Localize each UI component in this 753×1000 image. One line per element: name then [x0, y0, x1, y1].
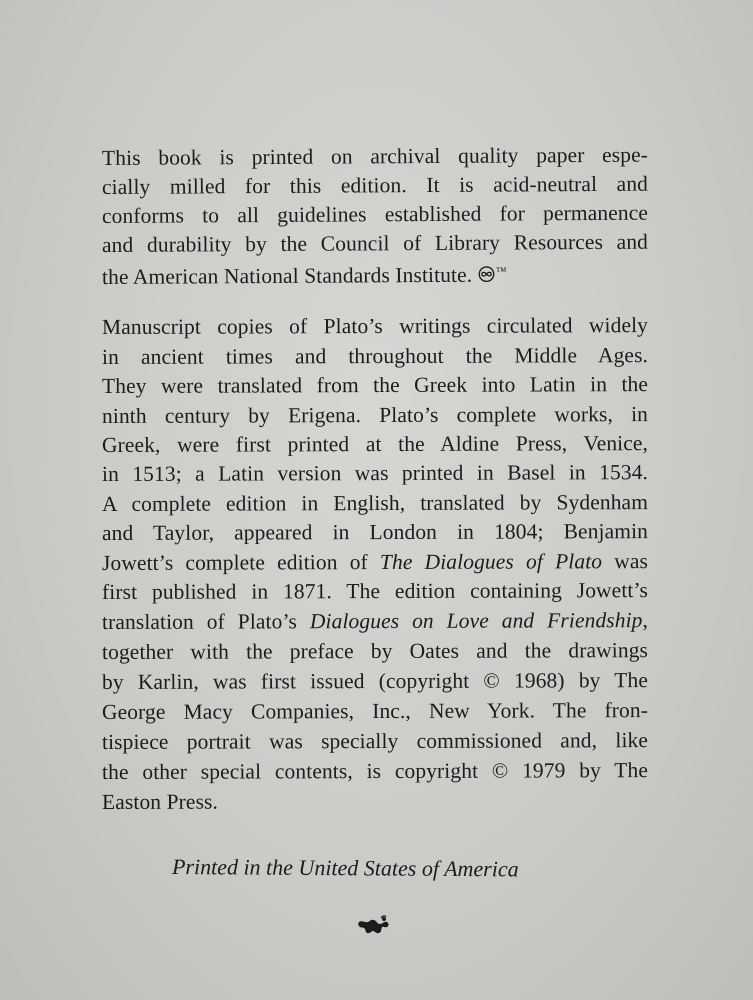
- infinity-circle-icon: [478, 266, 495, 283]
- text-line: first published in 1871. The edition containing Jowett’s: [101, 578, 649, 604]
- text-line: Greek, were first printed at the Aldine Press, Venice,: [101, 431, 649, 457]
- text-line: in ancient times and throughout the Middle Ages.: [101, 343, 649, 369]
- text-line: ninth century by Erigena. Plato’s complete works, in: [101, 402, 649, 428]
- text-segment: ,: [642, 608, 649, 633]
- text-line: Manuscript copies of Plato’s writings circulated widely: [101, 313, 649, 339]
- trademark-symbol: ™: [495, 265, 507, 278]
- text-line: [102, 256, 648, 292]
- text-line: They were translated from the Greek into Latin in the: [101, 372, 649, 398]
- text-line: A complete edition in English, translated by Sydenham: [101, 490, 649, 516]
- text-line: by Karlin, was first issued (copyright © 1968) by The: [101, 668, 649, 694]
- printed-in-imprint: Printed in the United States of America: [171, 854, 519, 882]
- text-line: and durability by the Council of Library Resources and: [101, 229, 649, 257]
- colophon-ornament-icon: [357, 914, 391, 936]
- text-line: in 1513; a Latin version was printed in Basel in 1534.: [101, 460, 649, 486]
- text-line: Easton Press.: [101, 789, 219, 814]
- book-title: Dialogues on Love and Friendship: [309, 608, 643, 634]
- text-line: George Macy Companies, Inc., New York. The fron-: [101, 698, 649, 724]
- text-line: This book is printed on archival quality paper espe-: [101, 142, 649, 170]
- text-line: and Taylor, appeared in London in 1804; Benjamin: [101, 519, 649, 545]
- text-segment: was: [602, 549, 649, 574]
- text-line: [102, 546, 648, 578]
- text-line-content: the American National Standards Institute.: [101, 262, 473, 289]
- book-title: The Dialogues of Plato: [379, 549, 603, 575]
- text-segment: Jowett’s complete edition of: [101, 550, 380, 575]
- text-line: together with the preface by Oates and the drawings: [101, 638, 649, 664]
- text-line: [102, 605, 648, 637]
- text-line: conforms to all guidelines established for permanence: [101, 200, 649, 228]
- text-segment: translation of Plato’s: [101, 609, 310, 634]
- text-line: cially milled for this edition. It is acid-neutral and: [101, 171, 649, 199]
- text-line: tispiece portrait was specially commissioned and, like: [101, 728, 649, 754]
- text-line: the other special contents, is copyright © 1979 by The: [101, 758, 649, 784]
